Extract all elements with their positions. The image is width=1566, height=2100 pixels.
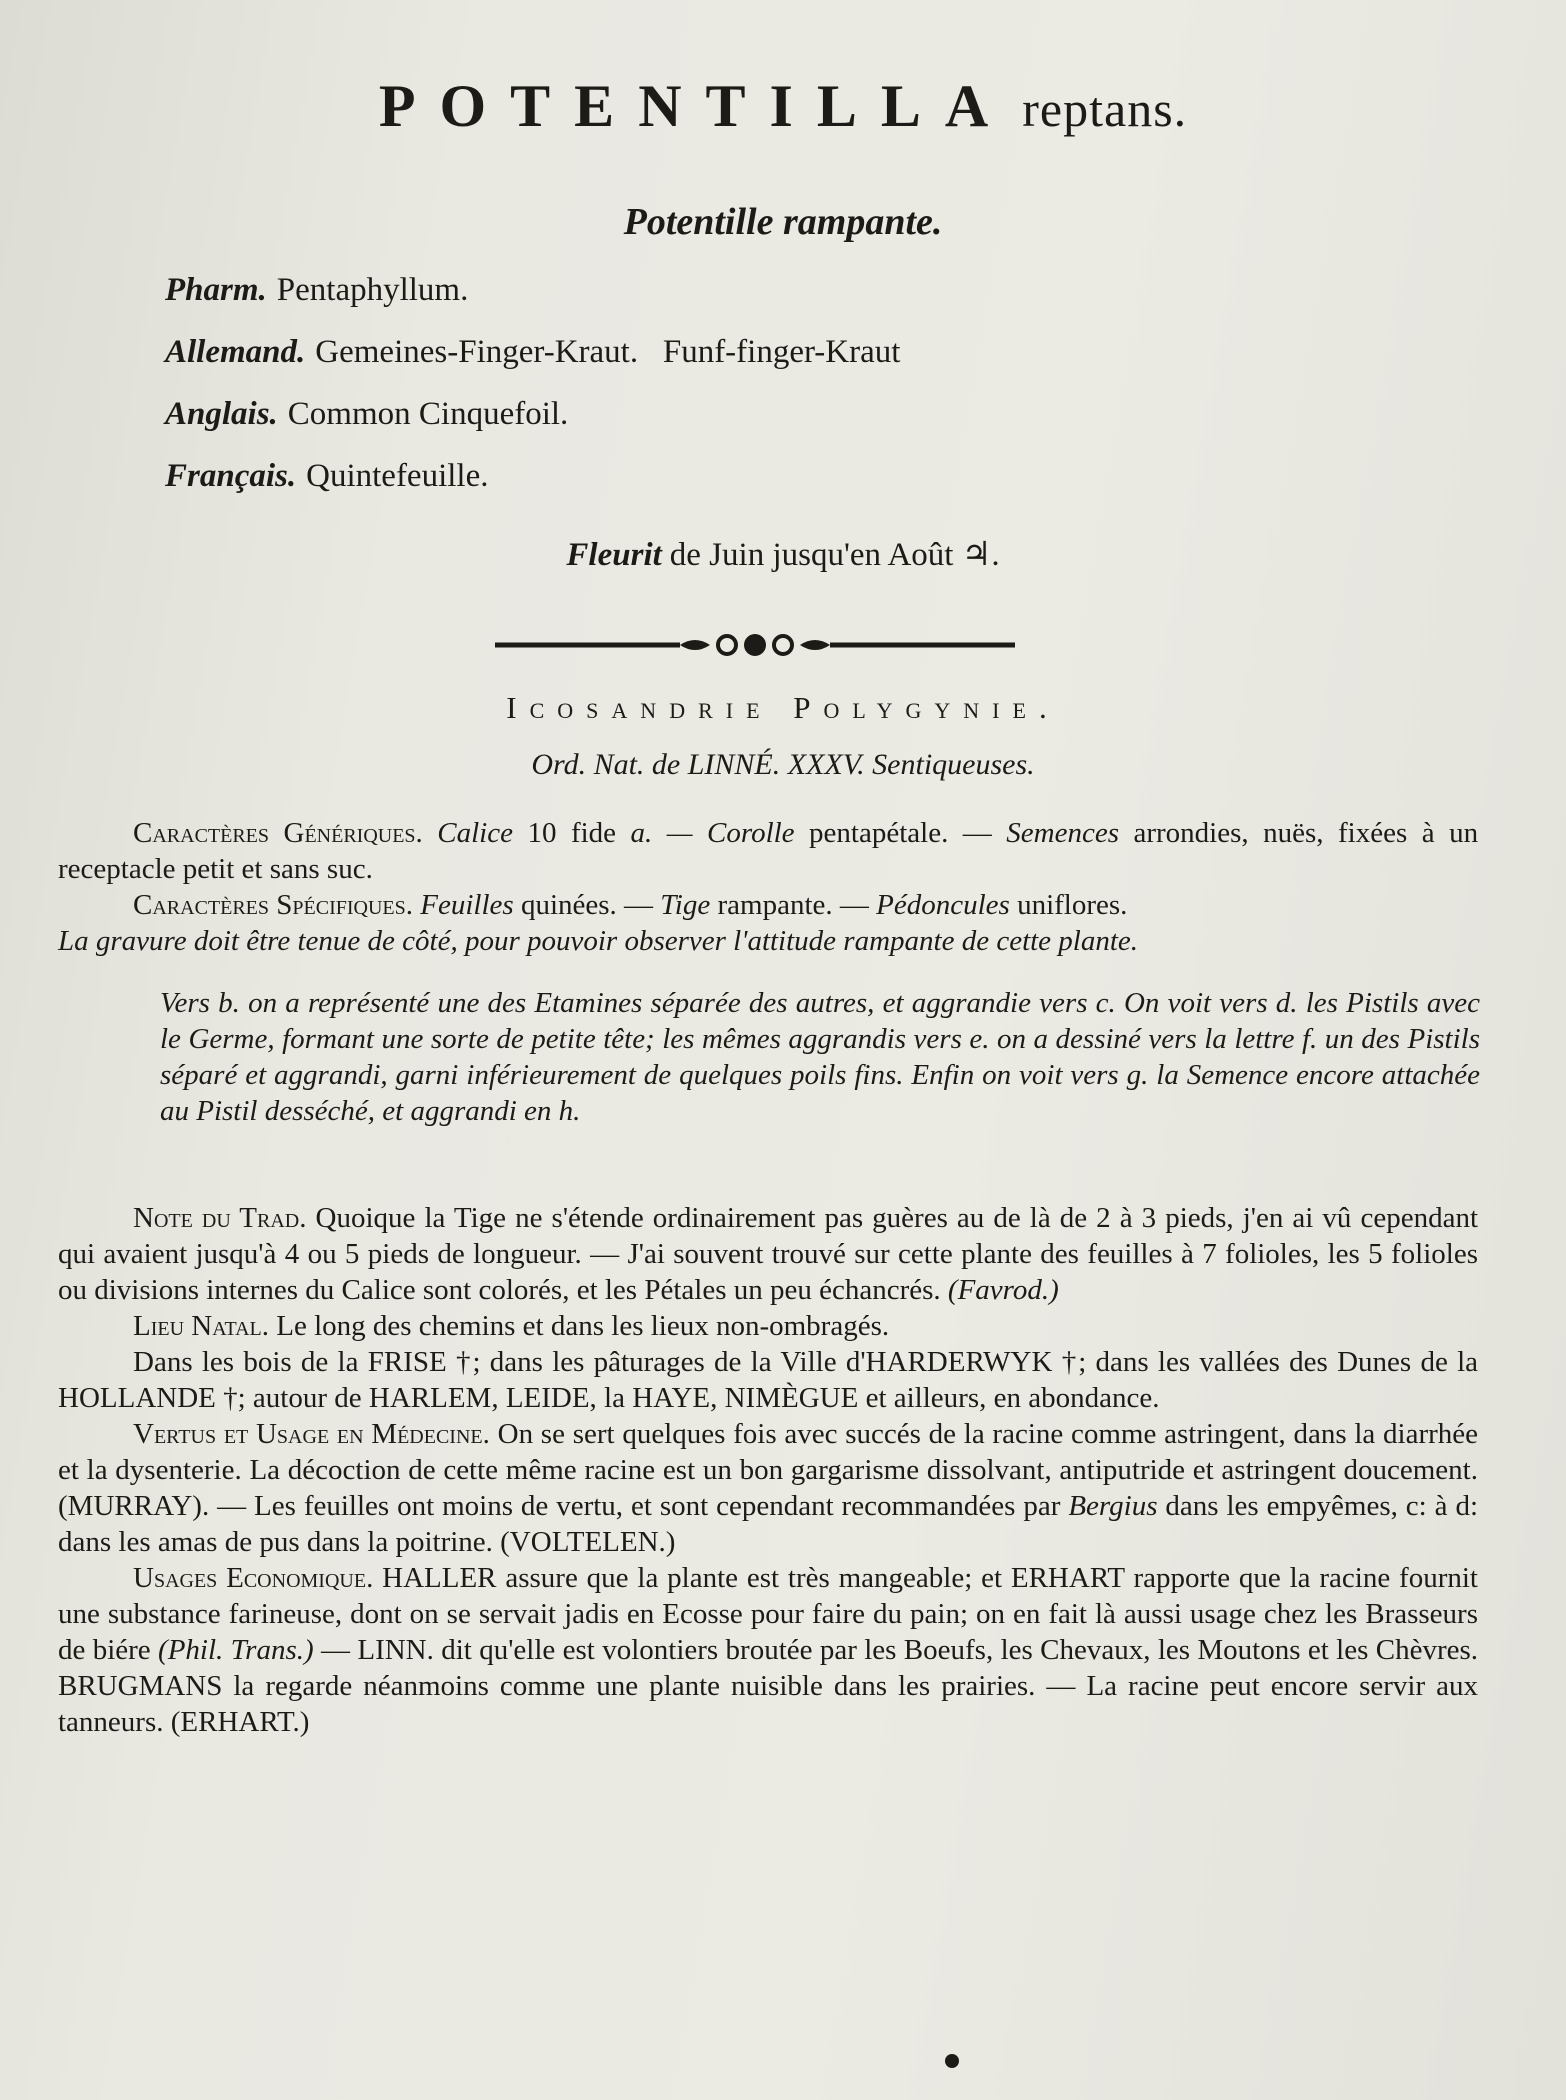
flowering-period bbox=[0, 534, 1566, 574]
name-language: Anglais. bbox=[165, 396, 278, 432]
title-species: reptans. bbox=[1022, 81, 1188, 137]
name-row-pharm bbox=[165, 268, 900, 330]
economic-uses: Usages Economique. HALLER assure que la plante est très mangeable; et ERHART rapporte que la racine fournit une substance farineuse, dont on se servait jadis en Ecosse pour faire du pain; on en fait là aussi usage chez les Brasseurs de biére (Phil. Trans.) — LINN. dit qu'elle est volontiers broutée par les Boeufs, les Chevaux, les Moutons et les Chèvres. BRUGMANS la regarde néanmoins comme une plante nuisible dans les prairies. — La racine peut encore servir aux tanneurs. (ERHART.) bbox=[58, 1562, 1479, 1738]
translator-note: Note du Trad. Quoique la Tige ne s'étende ordinairement pas guères au de là de 2 à 3 pieds, j'en ai vû cependant qui avaient jusqu'à 4 ou 5 pieds de longueur. — J'ai souvent trouvé sur cette plante des feuilles à 7 folioles, les 5 folioles ou divisions internes du Calice sont colorés, et les Pétales un peu échancrés. (Favrod.) bbox=[58, 1202, 1479, 1306]
figure-explanation bbox=[160, 985, 1480, 1129]
natural-order: Ord. Nat. de LINNÉ. XXXV. Sentiqueuses. bbox=[531, 748, 1035, 781]
name-language: Allemand. bbox=[165, 334, 306, 370]
habitat-detail: Dans les bois de la FRISE †; dans les pâturages de la Ville d'HARDERWYK †; dans les vallées des Dunes de la HOLLANDE †; autour de HARLEM, LEIDE, la HAYE, NIMÈGUE et ailleurs, en abondance. bbox=[58, 1346, 1478, 1414]
characters-section bbox=[58, 815, 1478, 959]
page-title bbox=[0, 72, 1566, 141]
habitat: Lieu Natal. Le long des chemins et dans les lieux non-ombragés. bbox=[133, 1310, 890, 1342]
name-value: Pentaphyllum. bbox=[276, 272, 469, 308]
medical-virtues: Vertus et Usage en Médecine. On se sert quelques fois avec succés de la racine comme astringent, dans la diarrhée et la dysenterie. La décoction de cette même racine est un bon gargarisme dissolvant, antiputride et astringent doucement. (MURRAY). — Les feuilles ont moins de vertu, et sont cependant recommandées par Bergius dans les empyêmes, c: à d: dans les amas de pus dans la poitrine. (VOLTELEN.) bbox=[58, 1418, 1479, 1558]
perennial-symbol: ♃. bbox=[961, 537, 1000, 573]
ornament-divider bbox=[495, 625, 1015, 665]
specific-characters: Caractères Spécifiques. Feuilles quinées. — Tige rampante. — Pédoncules uniflores. bbox=[133, 889, 1128, 921]
name-language: Français. bbox=[165, 458, 297, 494]
name-row-anglais bbox=[165, 392, 900, 454]
name-value: Gemeines-Finger-Kraut. Funf-finger-Kraut bbox=[315, 334, 901, 370]
generic-characters: Caractères Génériques. Calice 10 fide a. — Corolle pentapétale. — Semences arrondies, nuës, fixées à un receptacle petit et sans suc. bbox=[58, 817, 1479, 885]
flowering-lead: Fleurit bbox=[566, 537, 662, 573]
name-row-allemand bbox=[165, 330, 900, 392]
flowering-text: de Juin jusqu'en Août bbox=[669, 537, 954, 573]
body-section bbox=[58, 1200, 1478, 1740]
french-common-name: Potentille rampante. bbox=[623, 201, 943, 243]
vernacular-names bbox=[165, 268, 900, 516]
name-value: Common Cinquefoil. bbox=[287, 396, 569, 432]
figure-text: Vers b. on a représenté une des Etamines séparée des autres, et aggrandie vers c. On voit vers d. les Pistils avec le Germe, formant une sorte de petite tête; les mêmes aggrandis vers e. on a dessiné vers la lettre f. un des Pistils séparé et aggrandi, garni inférieurement de quelques poils fins. Enfin on voit vers g. la Semence encore attachée au Pistil desséché, et aggrandi en h. bbox=[160, 987, 1480, 1127]
engraving-note: La gravure doit être tenue de côté, pour pouvoir observer l'attitude rampante de cette plante. bbox=[58, 925, 1139, 957]
name-language: Pharm. bbox=[165, 272, 267, 308]
name-row-francais bbox=[165, 454, 900, 516]
title-genus: POTENTILLA bbox=[378, 73, 1013, 139]
linnaean-class: Icosandrie Polygynie. bbox=[506, 690, 1060, 725]
name-value: Quintefeuille. bbox=[306, 458, 489, 494]
ink-dot bbox=[945, 2054, 959, 2068]
